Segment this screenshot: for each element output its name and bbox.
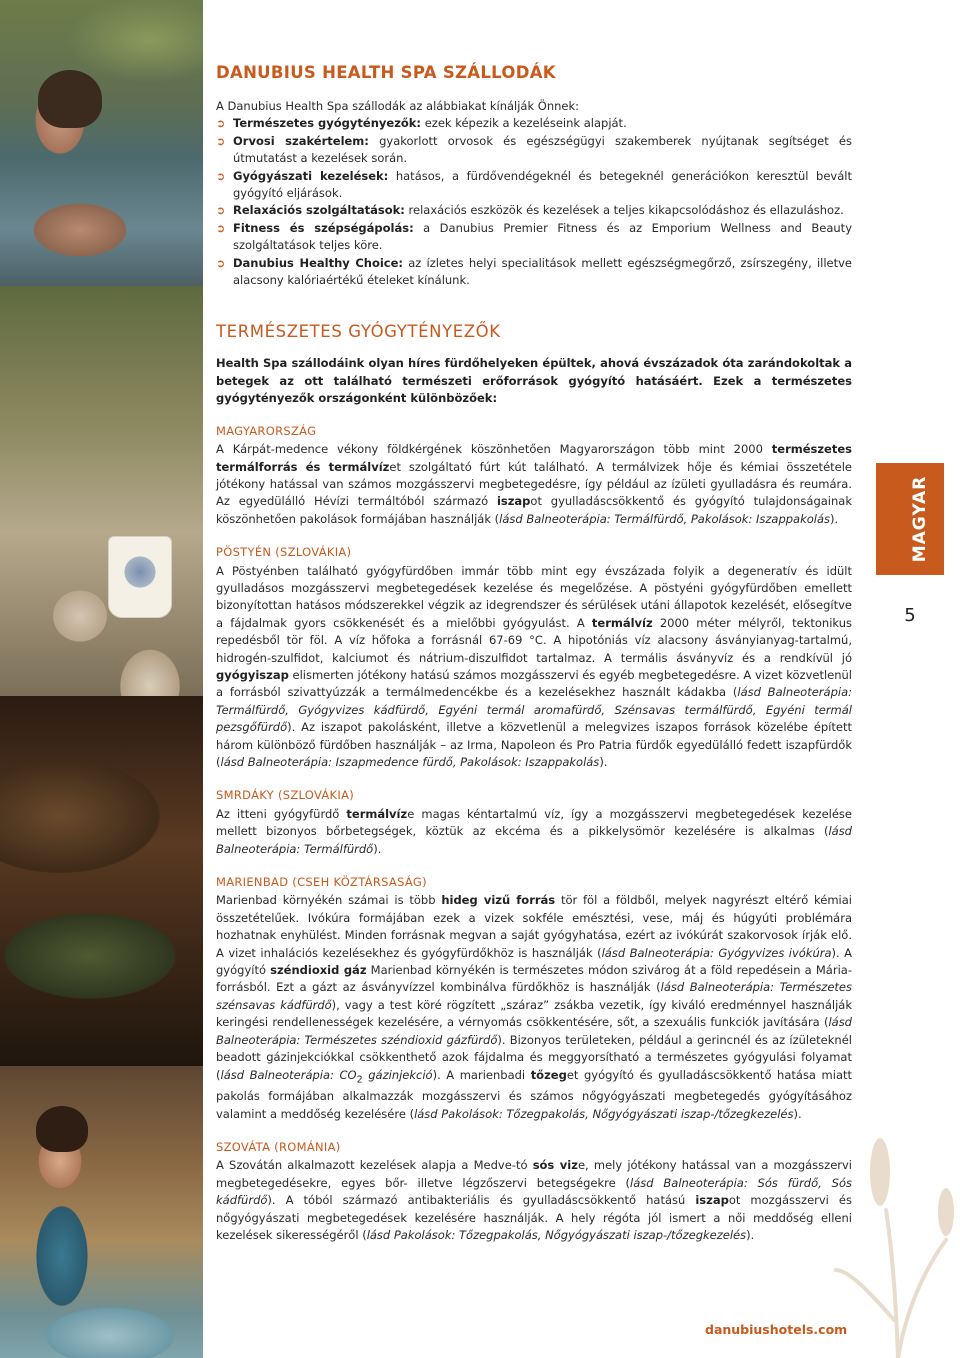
list-item: ➲ Relaxációs szolgáltatások: relaxációs eszközök és kezelések a teljes kikapcsolódáshoz és ellazuláshoz. (216, 202, 852, 219)
paragraph-piestany: A Pöstyénben található gyógyfürdőben immár több mint egy évszázada folyik a degeneratív és idült gyulladásos mozgásszervi megbetegedések kezelése és megelőzése. A pöstyéni gyógyfürdőben emellett bizonyítottan hatásos módszerekkel végzik az idegrendszer és sérülések utáni állapotok kezelését, elősegítve a fájdalmak gyors csökkenését és a mielőbbi gyógyulást. A termálvíz 2000 méter mélyről, tektonikus repedésből tör föl. A víz hőfoka a forrásnál 67-69 °C. A hipotóniás víz alacsony ásványianyag-tartalmú, hidrogén-szulfidot, kalciumot és nátrium-diszulfidot tartalmaz. A termális ásványvíz és a rendkívül jó gyógyiszap elismerten jótékony hatású számos mozgásszervi és egyéb megbetegedésre. A vizet közvetlenül a forrásból szivattyúzzák a termálmedencékbe és a kezelésekhez használt kádakba (lásd Balneoterápia: Termálfürdő, Gyógyvizes kádfürdő, Egyéni termál aromafürdő, Szénsavas termálfürdő, Egyéni termál pezsgőfürdő). Az iszapot pakolásként, illetve a közvetlenül a melegvizes iszapos források közelébe épített három különböző fürdőben használják – az Irma, Napoleon és Pro Patria fürdők egyedülálló fedett iszapfürdők (lásd Balneoterápia: Iszapmedence fürdő, Pakolások: Iszappakolás). (216, 563, 852, 769)
language-label: MAGYAR (910, 475, 930, 563)
paragraph-smrdaky: Az itteni gyógyfürdő termálvíze magas kéntartalmú víz, így a mozgásszervi megbetegedések kezelése mellett bizonyos bőrbetegségek, köztük az ekcéma és a pikkelysömör kezelésére is alkalmas (lásd Balneoterápia: Termálfürdő). (216, 806, 852, 856)
list-item: ➲ Fitness és szépségápolás: a Danubius Premier Fitness és az Emporium Wellness and Beauty szolgáltatások teljes köre. (216, 220, 852, 253)
list-item: ➲ Orvosi szakértelem: gyakorlott orvosok és egészségügyi szakemberek nyújtanak segítséget és útmutatást a kezelések során. (216, 133, 852, 166)
page-number: 5 (904, 605, 916, 626)
language-tab (876, 463, 944, 575)
cattail-ornament-icon (828, 1120, 960, 1358)
list-item: ➲ Danubius Healthy Choice: az ízletes helyi specialitások mellett egészségmegőrző, zsírszegény, illetve alacsony kalóriaértékű ételeket kínálunk. (216, 255, 853, 288)
arrow-bullet-icon: ➲ (216, 256, 226, 270)
arrow-bullet-icon: ➲ (216, 117, 226, 131)
list-item: ➲ Gyógyászati kezelések: hatásos, a fürdővendégeknél és betegeknél generációkon keresztül bevált gyógyító eljárások. (216, 168, 852, 201)
list-item: ➲ Természetes gyógytényezők: ezek képezik a kezeléseink alapját. (216, 115, 852, 132)
arrow-bullet-icon: ➲ (216, 169, 226, 183)
section-title: TERMÉSZETES GYÓGYTÉNYEZŐK (216, 322, 501, 342)
arrow-bullet-icon: ➲ (216, 204, 226, 218)
intro-text: A Danubius Health Spa szállodák az alábbiakat kínálják Önnek: (216, 99, 580, 113)
heading-hungary: MAGYARORSZÁG (216, 423, 317, 438)
heading-sovata: SZOVÁTA (ROMÁNIA) (216, 1140, 341, 1155)
page-title: DANUBIUS HEALTH SPA SZÁLLODÁK (216, 63, 556, 82)
heading-piestany: PÖSTYÉN (SZLOVÁKIA) (216, 545, 352, 560)
arrow-bullet-icon: ➲ (216, 221, 226, 235)
photo-column (0, 0, 203, 1358)
paragraph-sovata: A Szovátán alkalmazott kezelések alapja a Medve-tó sós vize, mely jótékony hatással van a mozgásszervi megbetegedésekre, egyes bőr- illetve légzőszervi betegségekre (lásd Balneoterápia: Sós fürdő, Sós kádfürdő). A tóból származó antibakteriális és gyulladáscsökkentő hatású iszapot mozgásszervi és nőgyógyászati megbetegedések kezelésére használják. A hely régóta jól ismert a női meddőség elleni kezelések sikerességéről (lásd Pakolások: Tőzegpakolás, Nőgyógyászati iszap-/tőzegkezelés). (216, 1158, 853, 1243)
main-content (216, 62, 852, 1244)
photo-woman-in-thermal-lake (0, 0, 203, 286)
photo-cherub-fountain-with-cup (0, 286, 203, 696)
paragraph-hungary: A Kárpát-medence vékony földkérgének köszönhetően Magyarországon több mint 2000 természetes termálforrás és termálvízet szolgáltató fúrt kút található. A termálvizek hője és kémiai összetétele jótékony hatással van számos mozgásszervi megbetegedésre, így például az ízületi gyulladásra és reumára. Az egyedülálló Hévízi termáltóból származó iszapot gyulladáscsökkentő és gyógyító tulajdonságainak köszönhetően pakolások formájában használják (lásd Balneoterápia: Termálfürdő, Pakolások: Iszappakolás). (216, 442, 853, 526)
paragraph-marienbad: Marienbad környékén számai is több hideg vizű forrás tör föl a földből, melyek nagyrészt eltérő kémiai összetételűek. Ivókúra formájában ezek a vizek sokféle emésztési, vese, máj és húgyúti problémára hozhatnak enyhülést. Minden forrásnak megvan a saját gyógyhatása, ezért az ivókúrát szakorvosok írják elő. A vizet inhalációs kezelésekhez és gyógyfürdőkhöz is használják (lásd Balneoterápia: Gyógyvizes ivókúra). A gyógyító széndioxid gáz Marienbad környékén is természetes módon szivárog át a föld repedésein a Mária-forrásból. Ezt a gázt az ásványvízzel kombinálva fürdőkhöz is használják (lásd Balneoterápia: Természetes szénsavas kádfürdő), vagy a test köré rögzített „száraz” zsákba vezetik, így kiváló eredménnyel használják keringési rendellenességek kezelésére, a vérnyomás csökkentésére, sőt, a szexuális funkciók javítására (lásd Balneoterápia: Természetes széndioxid gázfürdő). Bizonyos területeken, például a gerincnél és az ízületeknél beadott gázinjekciókkal csökkenthető azok fájdalma és meggyorsítható a természetes gyógyulási folyamat (lásd Balneoterápia: $CO_2$ gázinjekció). A marienbadi tőzeget gyógyító és gyulladáscsökkentő hatása miatt pakolás formájában alkalmazzák mozgásszervi és számos nőgyógyászati megbetegedés gyógyításához valamint a meddőség kezelésére (lásd Pakolások: Tőzegpakolás, Nőgyógyászati iszap-/tőzegkezelés). (216, 893, 853, 1121)
benefit-list (216, 115, 852, 289)
photo-herbal-bowls (0, 696, 203, 1066)
website-link[interactable]: danubiushotels.com (705, 1322, 848, 1337)
heading-marienbad: MARIENBAD (CSEH KÖZTÁRSASÁG) (216, 875, 427, 890)
heading-smrdaky: SMRDÁKY (SZLOVÁKIA) (216, 788, 355, 803)
section-lead: Health Spa szállodáink olyan híres fürdőhelyeken épültek, ahová évszázadok óta zarándokoltak a betegek az ott található természeti erőforrások gyógyító hatásáért. Ezek a természetes gyógytényezők országonként különbözőek: (216, 356, 852, 406)
photo-woman-at-pool (0, 1066, 203, 1358)
arrow-bullet-icon: ➲ (216, 134, 226, 148)
